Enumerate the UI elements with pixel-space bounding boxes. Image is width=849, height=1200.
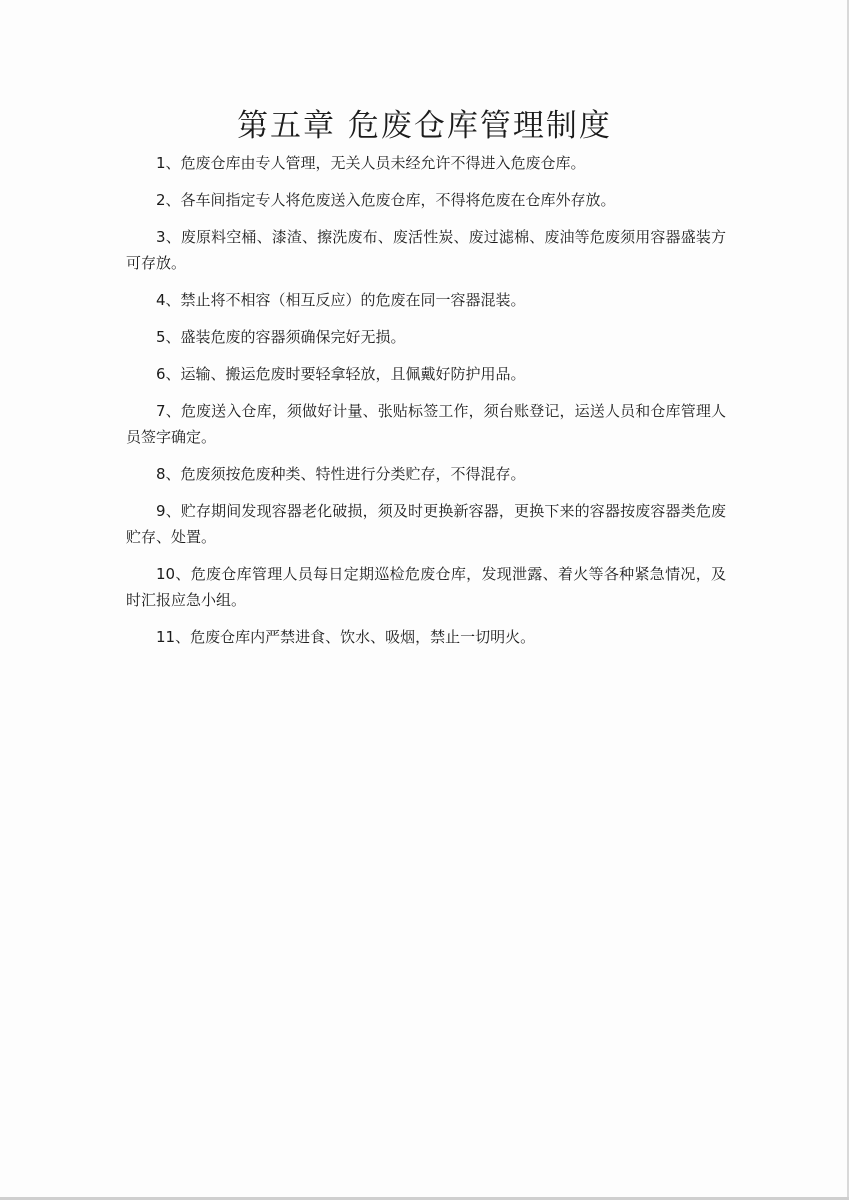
rule-item: 11、危废仓库内严禁进食、饮水、吸烟，禁止一切明火。 (156, 628, 536, 646)
rule-item: 1、危废仓库由专人管理，无关人员未经允许不得进入危废仓库。 (156, 154, 586, 172)
rule-item: 7、危废送入仓库，须做好计量、张贴标签工作，须台账登记，运送人员和仓库管理人员签字确定。 (126, 402, 726, 446)
rule-item: 10、危废仓库管理人员每日定期巡检危废仓库，发现泄露、着火等各种紧急情况，及时汇报应急小组。 (126, 565, 726, 609)
rule-item: 5、盛装危废的容器须确保完好无损。 (156, 328, 406, 346)
page-title: 第五章 危废仓库管理制度 (237, 108, 612, 144)
rules-list (126, 150, 726, 661)
rule-item: 9、贮存期间发现容器老化破损，须及时更换新容器，更换下来的容器按废容器类危废贮存、处置。 (126, 502, 726, 546)
rule-item: 3、废原料空桶、漆渣、擦洗废布、废活性炭、废过滤棉、废油等危废须用容器盛装方可存放。 (126, 228, 726, 272)
rule-item: 2、各车间指定专人将危废送入危废仓库，不得将危废在仓库外存放。 (156, 191, 616, 209)
rule-item: 4、禁止将不相容（相互反应）的危废在同一容器混装。 (156, 291, 526, 309)
rule-item: 6、运输、搬运危废时要轻拿轻放，且佩戴好防护用品。 (156, 365, 526, 383)
rule-item: 8、危废须按危废种类、特性进行分类贮存，不得混存。 (156, 465, 526, 483)
